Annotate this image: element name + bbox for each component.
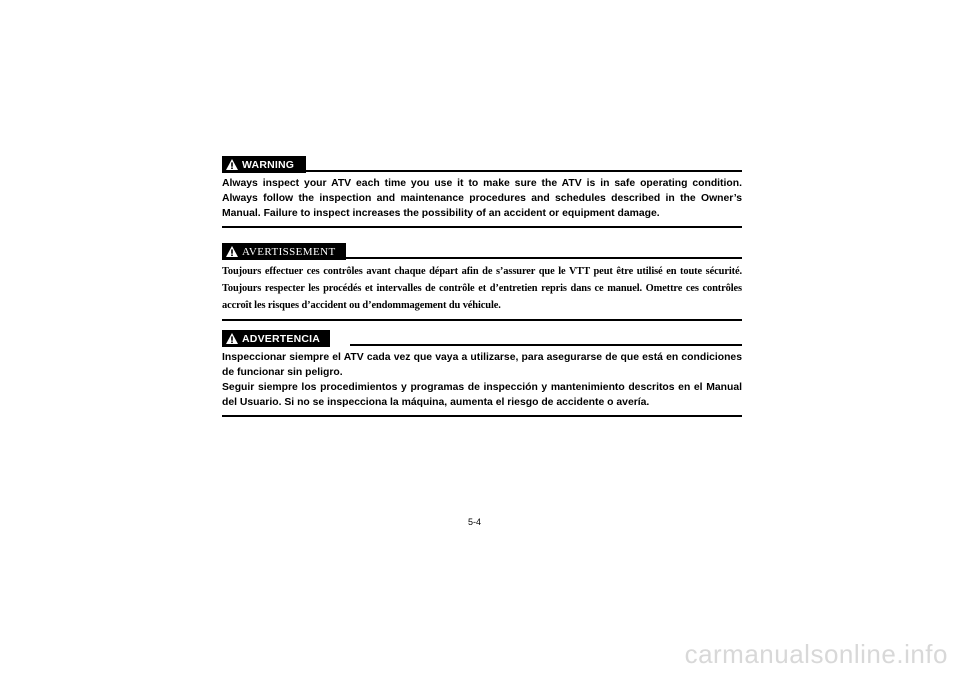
warning-paragraph: Seguir siempre los procedimientos y programas de inspección y mantenimiento descritos en el Manual del Usuario. Si no se inspecciona la máquina, aumenta el riesgo de accidente o avería. — [222, 382, 742, 408]
warning-paragraph: Toujours effectuer ces contrôles avant chaque départ afin de s’assurer que le VTT peut être utilisé en toute sécurité. Toujours respecter les procédés et intervalles de contrôle et d’entretien repris dans ce manuel. Omettre ces contrôles accroît les risques d’accident ou d’endommagement du véhicule. — [222, 266, 742, 311]
header-rule — [350, 344, 742, 346]
warning-label-es — [222, 330, 330, 347]
warning-label-en — [222, 156, 306, 173]
warning-label-fr — [222, 243, 346, 260]
warning-triangle-icon — [226, 159, 238, 170]
end-rule — [222, 226, 742, 228]
watermark: carmanualsonline.info — [684, 639, 948, 669]
warning-block-es — [222, 330, 742, 417]
warning-label-text-fr: AVERTISSEMENT — [242, 245, 336, 258]
warning-paragraph: Inspeccionar siempre el ATV cada vez que vaya a utilizarse, para asegurarse de que está en condiciones de funcionar sin peligro. — [222, 352, 742, 378]
header-rule — [306, 170, 742, 172]
warning-text-es — [222, 350, 742, 410]
warning-header-fr — [222, 243, 742, 260]
warning-label-text-es: ADVERTENCIA — [242, 332, 321, 345]
warning-text-en — [222, 176, 742, 221]
end-rule — [222, 415, 742, 417]
warning-paragraph: Always inspect your ATV each time you use it to make sure the ATV is in safe operating condition. Always follow the inspection and maintenance procedures and schedules described in the Owner’s Manual. Failure to inspect increases the possibility of an accident or equipment damage. — [222, 178, 742, 219]
warning-header-es — [222, 330, 742, 347]
end-rule — [222, 319, 742, 321]
page-number: 5-4 — [468, 517, 482, 527]
header-rule — [346, 257, 742, 259]
warning-text-fr — [222, 263, 742, 314]
warning-triangle-icon — [226, 333, 238, 344]
warning-header-en — [222, 156, 742, 173]
warning-triangle-icon — [226, 246, 238, 257]
warning-block-fr — [222, 243, 742, 321]
warning-block-en — [222, 156, 742, 228]
warning-label-text-en: WARNING — [242, 158, 295, 171]
